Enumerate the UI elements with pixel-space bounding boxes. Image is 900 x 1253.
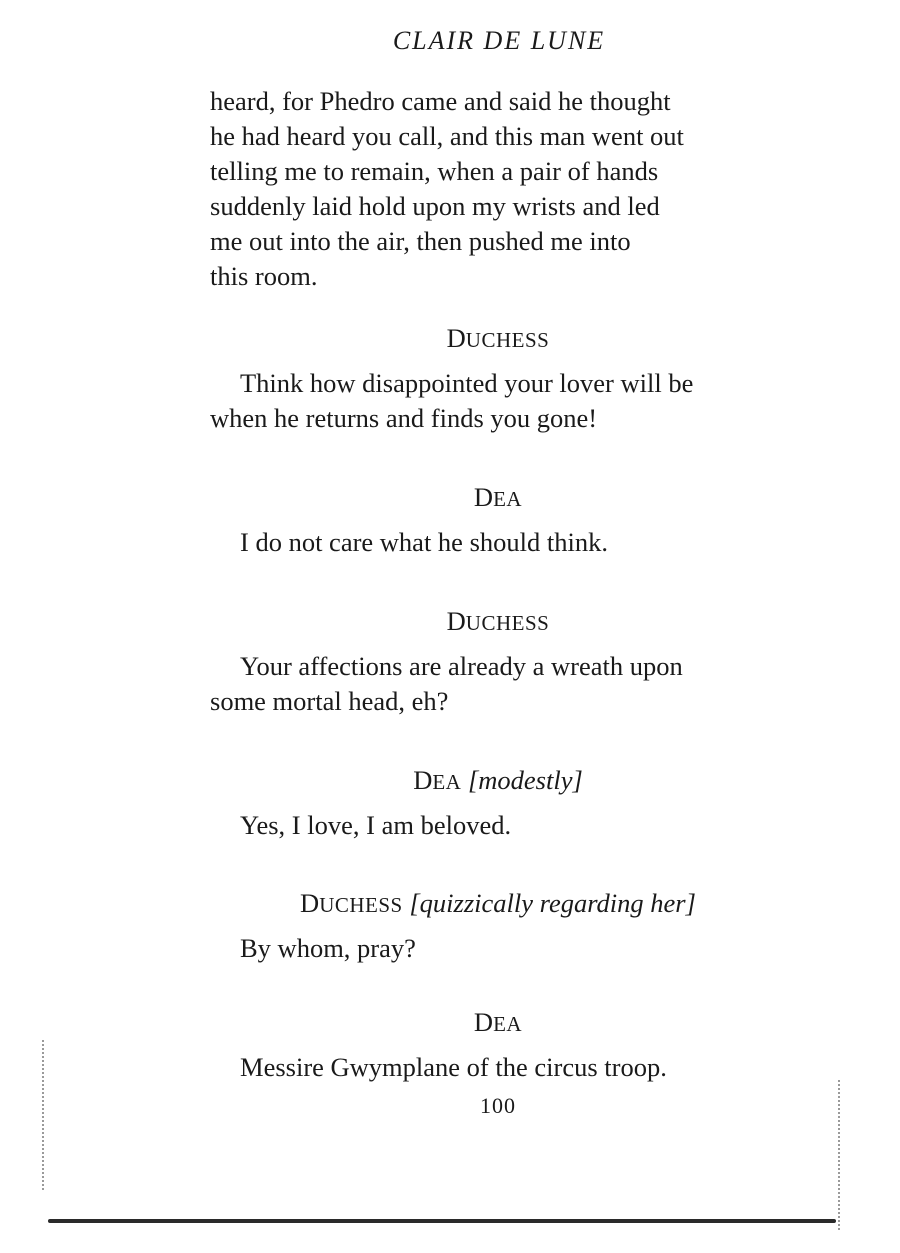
text-line: suddenly laid hold upon my wrists and led bbox=[210, 191, 660, 221]
text-line: heard, for Phedro came and said he thought bbox=[210, 86, 671, 116]
speaker-initial: D bbox=[446, 606, 466, 636]
running-title: CLAIR DE LUNE bbox=[392, 26, 606, 55]
speech-text: By whom, pray? bbox=[240, 933, 416, 963]
speech-text: Yes, I love, I am beloved. bbox=[240, 810, 512, 840]
text-line: this room. bbox=[210, 261, 318, 291]
speaker-initial: D bbox=[473, 482, 494, 512]
stage-direction: [modestly] bbox=[467, 765, 583, 795]
text-line: telling me to remain, when a pair of hands bbox=[210, 156, 659, 186]
speaker-heading bbox=[210, 481, 786, 515]
speech-text: Messire Gwymplane of the circus troop. bbox=[240, 1052, 667, 1082]
speaker-name-rest: EA bbox=[493, 487, 523, 511]
page-bottom-edge bbox=[48, 1219, 836, 1223]
speaker-heading bbox=[210, 1006, 786, 1040]
speaker-heading bbox=[210, 322, 786, 356]
page-number: 100 bbox=[480, 1093, 516, 1118]
speaker-name-rest: EA bbox=[493, 1012, 523, 1036]
speaker-name-rest: UCHESS bbox=[319, 893, 403, 917]
text-line: Your affections are already a wreath upon bbox=[240, 651, 683, 681]
speaker-name-rest: UCHESS bbox=[465, 328, 550, 352]
speech-text bbox=[210, 366, 786, 436]
stage-direction: [quizzically regarding her] bbox=[409, 888, 696, 918]
speaker-initial: D bbox=[413, 765, 433, 795]
scan-speckle bbox=[42, 1040, 47, 1190]
speaker-initial: D bbox=[473, 1007, 494, 1037]
scan-speckle bbox=[838, 1080, 843, 1230]
speech-text: I do not care what he should think. bbox=[240, 527, 608, 557]
text-line: Think how disappointed your lover will be bbox=[240, 368, 694, 398]
speaker-heading bbox=[210, 887, 786, 921]
speaker-heading bbox=[210, 605, 786, 639]
opening-paragraph bbox=[210, 84, 786, 294]
speaker-heading bbox=[210, 764, 786, 798]
text-line: some mortal head, eh? bbox=[210, 686, 449, 716]
text-line: when he returns and finds you gone! bbox=[210, 403, 598, 433]
text-line: me out into the air, then pushed me into bbox=[210, 226, 631, 256]
speaker-initial: D bbox=[446, 323, 466, 353]
speech-text bbox=[210, 649, 786, 719]
speaker-initial: D bbox=[300, 888, 320, 918]
speaker-name-rest: EA bbox=[432, 770, 462, 794]
text-line: he had heard you call, and this man went out bbox=[210, 121, 684, 151]
speaker-name-rest: UCHESS bbox=[465, 611, 550, 635]
